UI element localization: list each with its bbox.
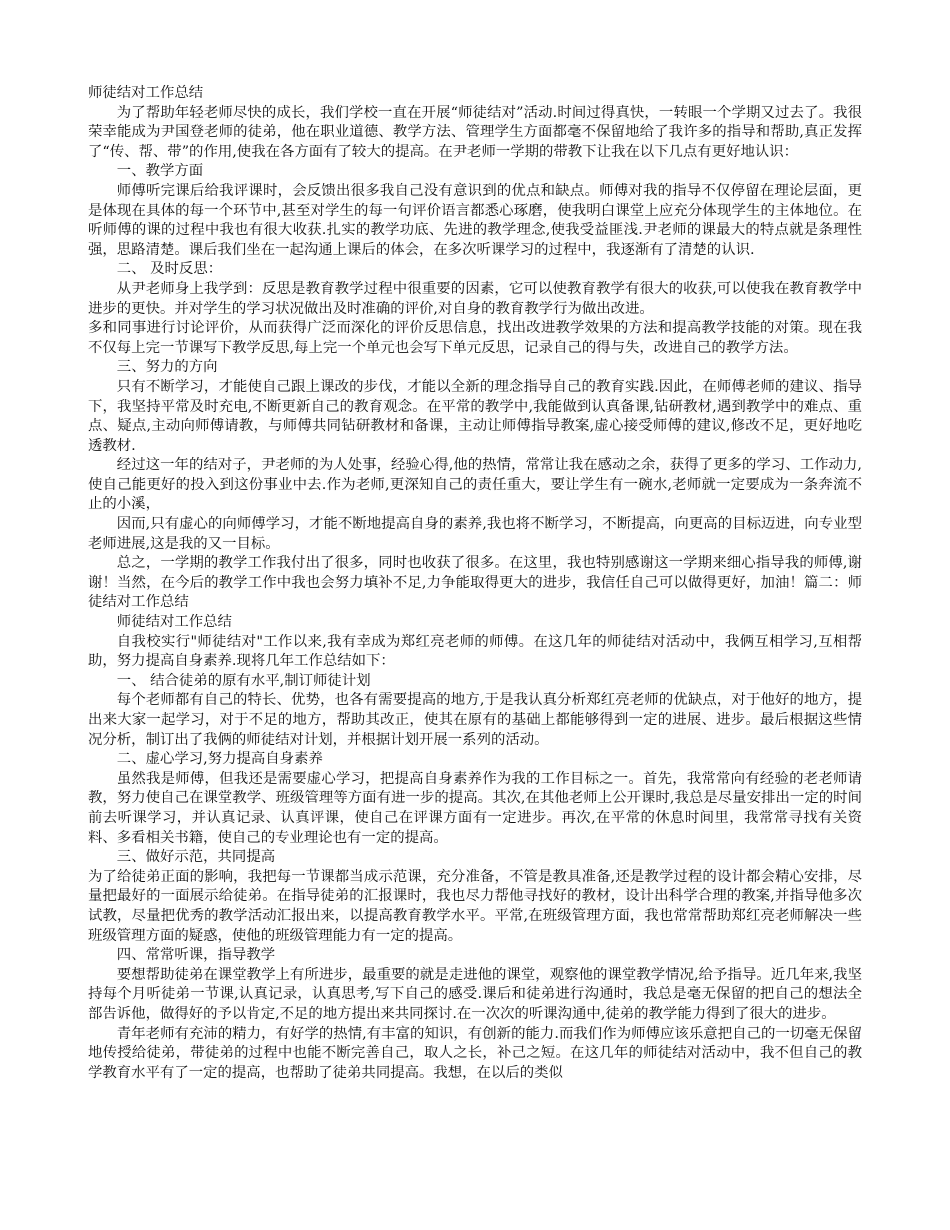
paragraph: 师傅听完课后给我评课时，会反馈出很多我自己没有意识到的优点和缺点。师傅对我的指导不仅停留在理论层面，更是体现在具体的每一个环节中,甚至对学生的每一句评价语言都悉心琢磨，使我明白课堂上应充分体现学生的主体地位。在听师傅的课的过程中我也有很大收获.扎实的教学功底、先进的教学理念,使我受益匪浅.尹老师的课最大的特点就是条理性强，思路清楚。课后我们坐在一起沟通上课后的体会，在多次听课学习的过程中，我逐渐有了清楚的认识.	[88, 182, 862, 258]
paragraph: 只有不断学习，才能使自己跟上课改的步伐，才能以全新的理念指导自己的教育实践.因此，在师傅老师的建议、指导下，我坚持平常及时充电,不断更新自己的教育观念。在平常的教学中,我能做到认真备课,钻研教材,遇到教学中的难点、重点、疑点,主动向师傅请教，与师傅共同钻研教材和备课，主动让师傅指导教案,虚心接受师傅的建议,修改不足，更好地吃透教材.	[88, 378, 862, 454]
paragraph: 二、虚心学习,努力提高自身素养	[116, 751, 323, 768]
paragraph: 一、教学方面	[116, 163, 204, 180]
paragraph: 从尹老师身上我学到：反思是教育教学过程中很重要的因素，它可以使教育教学有很大的收获,可以使我在教育教学中进步的更快。并对学生的学习状况做出及时准确的评价,对自身的教育教学行为做出改进。	[88, 280, 862, 317]
paragraph: 三、做好示范，共同提高	[116, 849, 276, 866]
paragraph: 为了给徒弟正面的影响，我把每一节课都当成示范课，充分准备，不管是教具准备,还是教学过程的设计都会精心安排，尽量把最好的一面展示给徒弟。在指导徒弟的汇报课时，我也尽力帮他寻找好的教材，设计出科学合理的教案,并指导他多次试教，尽量把优秀的教学活动汇报出来，以提高教育教学水平。平常,在班级管理方面，我也常常帮助郑红亮老师解决一些班级管理方面的疑惑，使他的班级管理能力有一定的提高。	[88, 868, 862, 944]
paragraph: 每个老师都有自己的特长、优势，也各有需要提高的地方,于是我认真分析郑红亮老师的优缺点，对于他好的地方，提出来大家一起学习，对于不足的地方，帮助其改正，使其在原有的基础上都能够得到一定的进展、进步。最后根据这些情况分析，制订出了我俩的师徒结对计划，并根据计划开展一系列的活动。	[88, 692, 862, 748]
paragraph: 虽然我是师傅，但我还是需要虚心学习，把提高自身素养作为我的工作目标之一。首先，我常常向有经验的老老师请教，努力使自己在课堂教学、班级管理等方面有进一步的提高。其次,在其他老师上公开课时,我总是尽量安排出一定的时间前去听课学习，并认真记录、认真评课，使自己在评课方面有一定进步。再次,在平常的休息时间里，我常常寻找有关资料、多看相关书籍，使自己的专业理论也有一定的提高。	[88, 770, 862, 846]
paragraph: 经过这一年的结对子，尹老师的为人处事，经验心得,他的热情，常常让我在感动之余，获得了更多的学习、工作动力,使自己能更好的投入到这份事业中去.作为老师,更深知自己的责任重大，要让学生有一碗水,老师就一定要成为一条奔流不止的小溪，	[88, 457, 862, 513]
paragraph: 青年老师有充沛的精力，有好学的热情,有丰富的知识，有创新的能力.而我们作为师傅应该乐意把自己的一切毫无保留地传授给徒弟，带徒弟的过程中也能不断完善自己，取人之长，补己之短。在这几年的师徒结对活动中，我不但自己的教学教育水平有了一定的提高，也帮助了徒弟共同提高。我想，在以后的类似	[88, 1025, 862, 1081]
paragraph: 师徒结对工作总结	[116, 614, 232, 631]
paragraph: 三、努力的方向	[116, 359, 218, 376]
paragraph: 总之，一学期的教学工作我付出了很多，同时也收获了很多。在这里，我也特别感谢这一学期来细心指导我的师傅,谢谢！当然，在今后的教学工作中我也会努力填补不足,力争能取得更大的进步，我信任自己可以做得更好，加油！篇二：师徒结对工作总结	[88, 555, 862, 611]
paragraph: 二、 及时反思：	[116, 261, 223, 278]
paragraph: 多和同事进行讨论评价，从而获得广泛而深化的评价反思信息，找出改进教学效果的方法和提高教学技能的对策。现在我不仅每上完一节课写下教学反思,每上完一个单元也会写下单元反思，记录自己的得与失，改进自己的教学方法。	[88, 320, 862, 356]
paragraph: 要想帮助徒弟在课堂教学上有所进步，最重要的就是走进他的课堂，观察他的课堂教学情况,给予指导。近几年来,我坚持每个月听徒弟一节课,认真记录，认真思考,写下自己的感受.课后和徒弟进行沟通时，我总是毫无保留的把自己的想法全部告诉他，做得好的予以肯定,不足的地方提出来共同探讨.在一次次的听课沟通中,徒弟的教学能力得到了很大的进步。	[88, 966, 862, 1022]
paragraph: 一、 结合徒弟的原有水平,制订师徒计划	[116, 672, 371, 689]
paragraph: 因而,只有虚心的向师傅学习，才能不断地提高自身的素养,我也将不断学习，不断提高，向更高的目标迈进，向专业型老师进展,这是我的又一目标。	[88, 516, 862, 552]
document-title: 师徒结对工作总结	[88, 85, 204, 101]
paragraph: 为了帮助年轻老师尽快的成长，我们学校一直在开展“师徒结对”活动.时间过得真快，一转眼一个学期又过去了。我很荣幸能成为尹国登老师的徒弟，他在职业道德、教学方法、管理学生方面都毫不保留地给了我许多的指导和帮助,真正发挥了“传、帮、带”的作用,使我在各方面有了较大的提高。在尹老师一学期的带教下让我在以下几点有更好地认识：	[88, 104, 862, 160]
paragraph: 四、常常听课，指导教学	[116, 947, 276, 964]
document-body	[88, 84, 862, 1083]
paragraph: 自我校实行"师徒结对"工作以来,我有幸成为郑红亮老师的师傅。在这几年的师徒结对活动中，我俩互相学习,互相帮助，努力提高自身素养.现将几年工作总结如下：	[88, 633, 862, 670]
